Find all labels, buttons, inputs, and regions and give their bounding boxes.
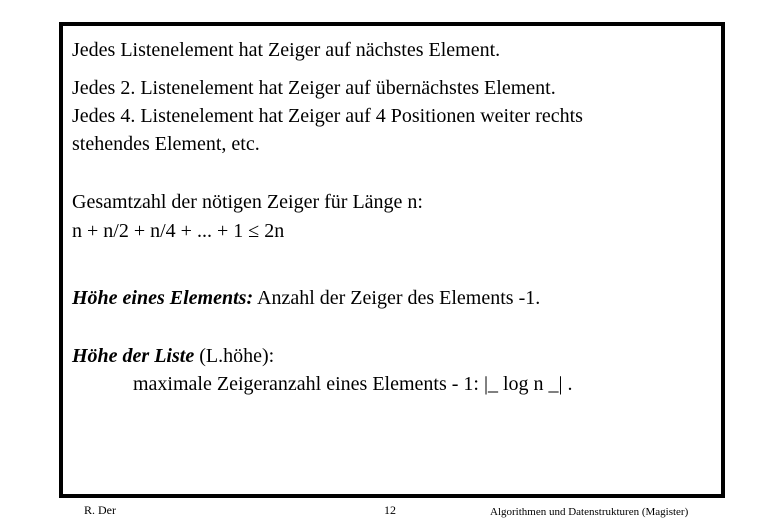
slide-line-3: Jedes 4. Listenelement hat Zeiger auf 4 Positionen weiter rechts [72,105,583,127]
footer-page-number: 12 [384,503,396,517]
element-height-definition [72,286,540,310]
list-height-suffix: (L.höhe): [194,345,275,367]
total-pointers-formula: n + n/2 + n/4 + ... + 1 ≤ 2n [72,220,285,242]
slide-line-4: stehendes Element, etc. [72,133,260,155]
element-height-text: Anzahl der Zeiger des Elements -1. [253,287,541,309]
element-height-term: Höhe eines Elements: [72,287,254,309]
list-height-heading [72,344,274,368]
slide-line-1: Jedes Listenelement hat Zeiger auf nächstes Element. [72,39,501,61]
footer-author: R. Der [84,503,116,517]
footer-course: Algorithmen und Datenstrukturen (Magister) [490,506,689,518]
list-height-term: Höhe der Liste [72,345,195,367]
slide-line-2: Jedes 2. Listenelement hat Zeiger auf übernächstes Element. [72,77,556,99]
list-height-definition: maximale Zeigeranzahl eines Elements - 1: |_ log n _| . [133,373,573,395]
total-pointers-heading: Gesamtzahl der nötigen Zeiger für Länge n: [72,191,423,213]
